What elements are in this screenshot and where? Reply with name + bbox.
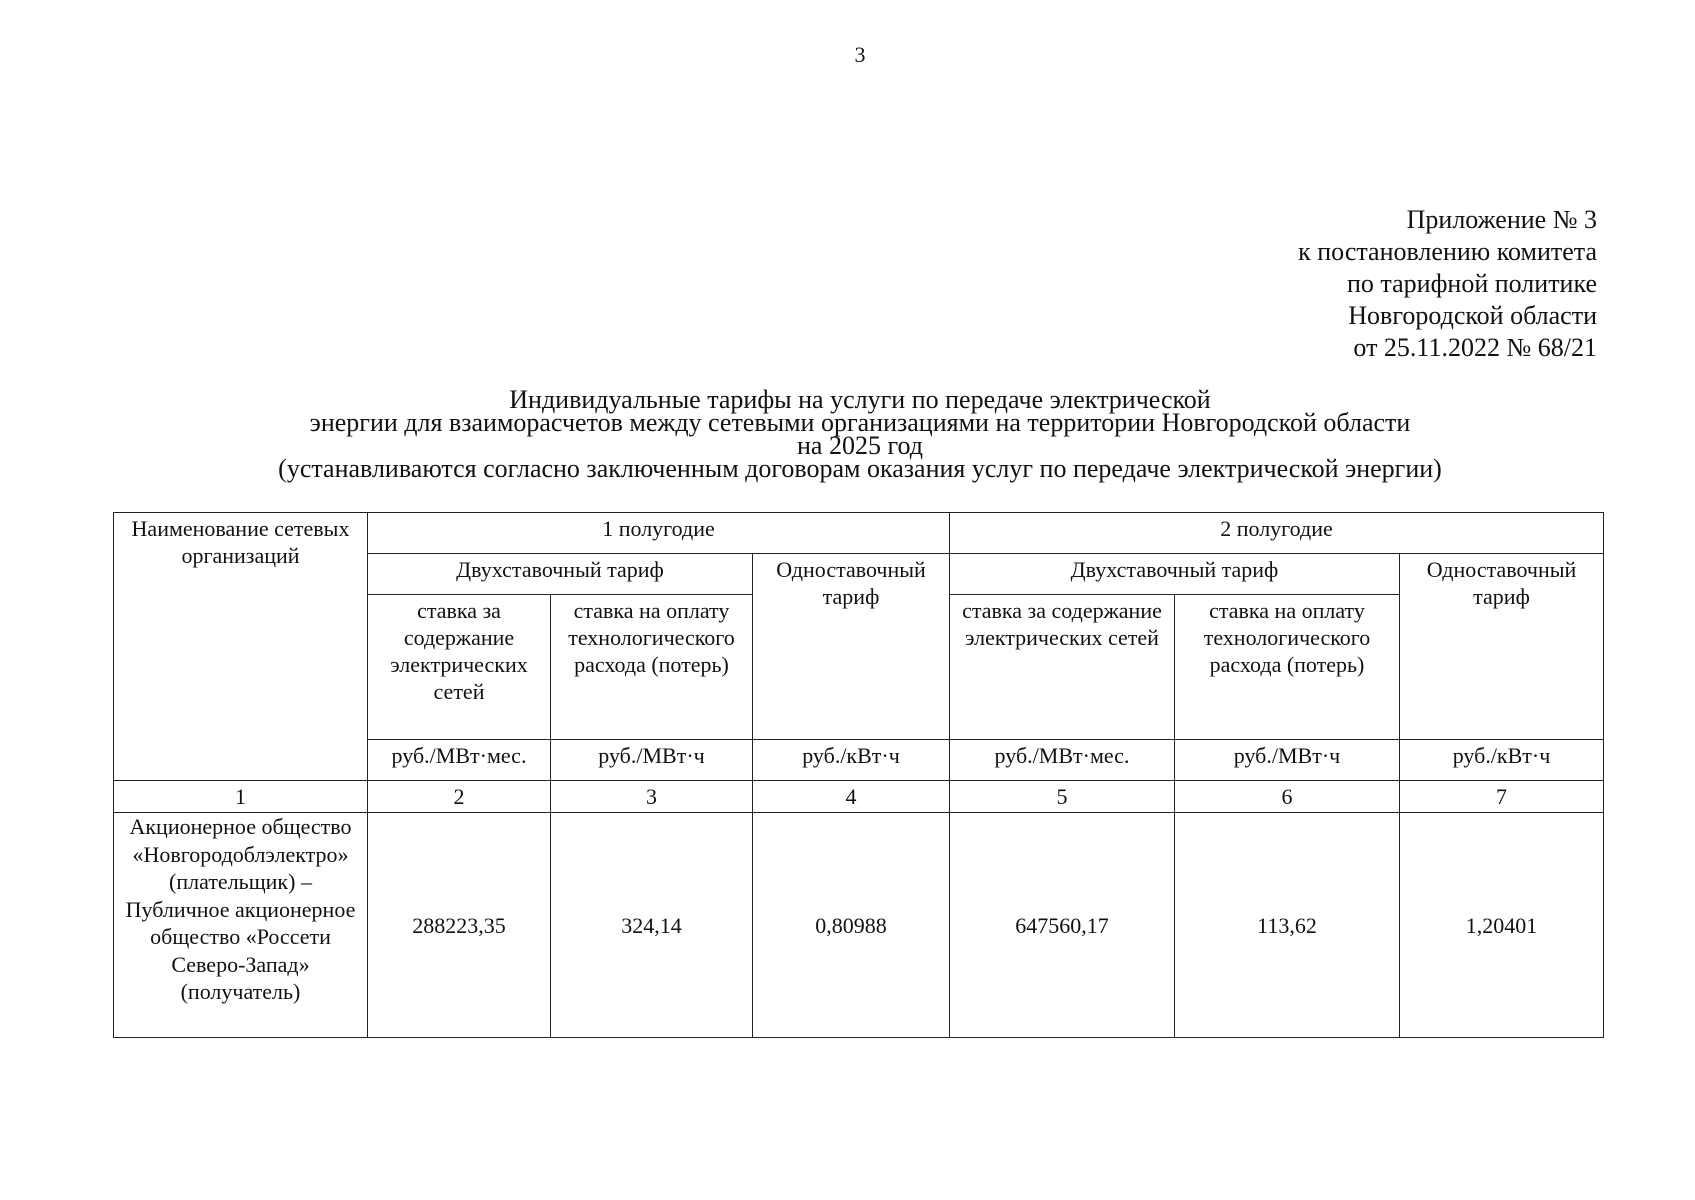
column-number: 2 (368, 781, 551, 813)
unit-maintenance-2: руб./МВт·мес. (950, 740, 1175, 781)
header-single-rate-1: Одноставочный тариф (753, 554, 950, 740)
header-maintenance-rate-2: ставка за содержание электрических сетей (950, 595, 1175, 740)
value-single-1: 0,80988 (753, 813, 950, 1038)
title-line: энергии для взаиморасчетов между сетевыми организациями на территории Новгородской области (309, 408, 1411, 437)
header-single-rate-2: Одноставочный тариф (1400, 554, 1604, 740)
column-number: 6 (1175, 781, 1400, 813)
title-line: (устанавливаются согласно заключенным договорам оказания услуг по передаче электрической энергии) (278, 454, 1442, 483)
header-maintenance-rate-1: ставка за содержание электрических сетей (368, 595, 551, 740)
unit-losses-2: руб./МВт·ч (1175, 740, 1400, 781)
value-maintenance-2: 647560,17 (950, 813, 1175, 1038)
header-losses-rate-2: ставка на оплату технологического расхода (потерь) (1175, 595, 1400, 740)
table-row (114, 813, 1604, 1038)
title-line: Индивидуальные тарифы на услуги по передаче электрической (509, 385, 1211, 414)
value-losses-2: 113,62 (1175, 813, 1400, 1038)
column-number: 7 (1400, 781, 1604, 813)
column-number: 4 (753, 781, 950, 813)
column-number: 1 (114, 781, 368, 813)
header-losses-rate-1: ставка на оплату технологического расхода (потерь) (551, 595, 753, 740)
header-organization: Наименование сетевых организаций (114, 513, 368, 781)
document-title (180, 385, 1540, 483)
header-half-2: 2 полугодие (950, 513, 1604, 554)
appendix-line: Новгородской области (1348, 301, 1597, 330)
value-single-2: 1,20401 (1400, 813, 1604, 1038)
column-number: 3 (551, 781, 753, 813)
header-half-1: 1 полугодие (368, 513, 950, 554)
appendix-line: по тарифной политике (1347, 269, 1597, 298)
appendix-line: от 25.11.2022 № 68/21 (1353, 333, 1597, 362)
title-line: на 2025 год (797, 431, 923, 460)
unit-single-1: руб./кВт·ч (753, 740, 950, 781)
unit-maintenance-1: руб./МВт·мес. (368, 740, 551, 781)
column-number: 5 (950, 781, 1175, 813)
header-two-rate-1: Двухставочный тариф (368, 554, 753, 595)
unit-losses-1: руб./МВт·ч (551, 740, 753, 781)
appendix-line: Приложение № 3 (1406, 205, 1597, 234)
unit-single-2: руб./кВт·ч (1400, 740, 1604, 781)
appendix-reference (1298, 204, 1597, 364)
value-maintenance-1: 288223,35 (368, 813, 551, 1038)
organization-name: Акционерное общество «Новгородоблэлектро» (плательщик) – Публичное акционерное общество «Россети Северо-Запад» (получатель) (114, 813, 368, 1038)
header-two-rate-2: Двухставочный тариф (950, 554, 1400, 595)
value-losses-1: 324,14 (551, 813, 753, 1038)
appendix-line: к постановлению комитета (1298, 237, 1597, 266)
page-number: 3 (854, 42, 866, 67)
tariff-table (113, 512, 1604, 1038)
